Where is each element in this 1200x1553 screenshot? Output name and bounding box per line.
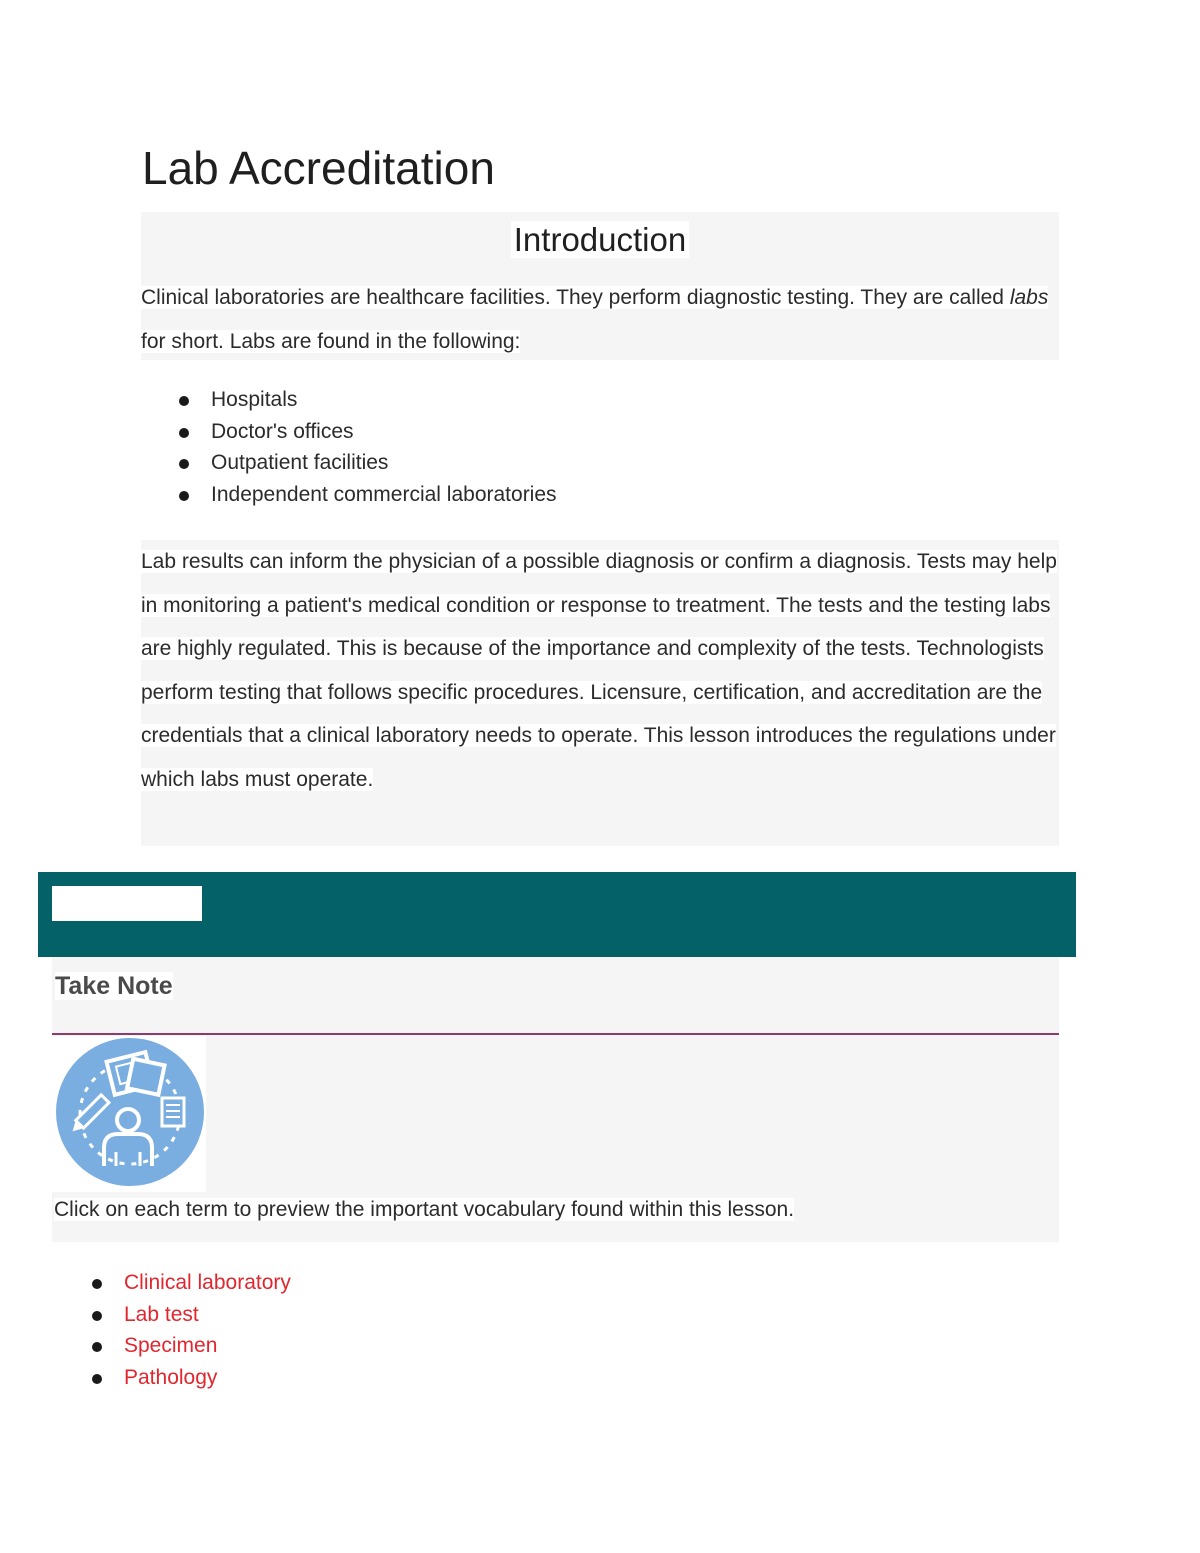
lab-locations-list [172,384,557,510]
lab-results-paragraph [141,540,1059,801]
take-note-divider [52,1033,1059,1035]
introduction-text-part2: for short. Labs are found in the following: [141,330,521,353]
list-item [84,1362,291,1394]
take-note-heading-text: Take Note [55,972,173,1000]
vocab-link-clinical-laboratory[interactable]: Clinical laboratory [124,1271,291,1294]
lesson-vocabulary-icon [52,1036,206,1192]
list-item [84,1330,291,1362]
vocab-link-lab-test[interactable]: Lab test [124,1302,199,1326]
vocab-link-pathology[interactable]: Pathology [124,1365,218,1389]
section-header-tab [52,886,202,921]
take-note-heading [55,969,173,1003]
lab-results-section [141,540,1059,846]
list-item: Outpatient facilities [172,447,557,479]
introduction-paragraph [141,276,1059,364]
take-note-instruction-text: Click on each term to preview the important vocabulary found within this lesson. [54,1198,795,1221]
list-item: Independent commercial laboratories [172,479,557,511]
vocabulary-list [84,1267,291,1393]
list-item: Hospitals [172,384,557,416]
vocab-link-specimen[interactable]: Specimen [124,1334,218,1357]
introduction-text-italic: labs [1009,286,1049,309]
take-note-section [52,957,1059,1242]
section-header-band [38,872,1076,957]
list-item [84,1299,291,1331]
take-note-instruction [54,1195,794,1225]
introduction-text-part1: Clinical laboratories are healthcare facilities. They perform diagnostic testing. They are called [141,286,1010,309]
introduction-heading [141,218,1059,262]
introduction-heading-text: Introduction [511,221,689,258]
list-item: Doctor's offices [172,416,557,448]
page-title: Lab Accreditation [142,142,495,194]
list-item [84,1267,291,1299]
lab-results-text: Lab results can inform the physician of a possible diagnosis or confirm a diagnosis. Tests may help in monitoring a patient's medical condition or response to treatment. The tests and the testing labs are highly regulated. This is because of the importance and complexity of the tests. Technologists perform testing that follows specific procedures. Licensure, certification, and accreditation are the credentials that a clinical laboratory needs to operate. This lesson introduces the regulations under which labs must operate. [141,550,1057,791]
introduction-section [141,212,1059,360]
